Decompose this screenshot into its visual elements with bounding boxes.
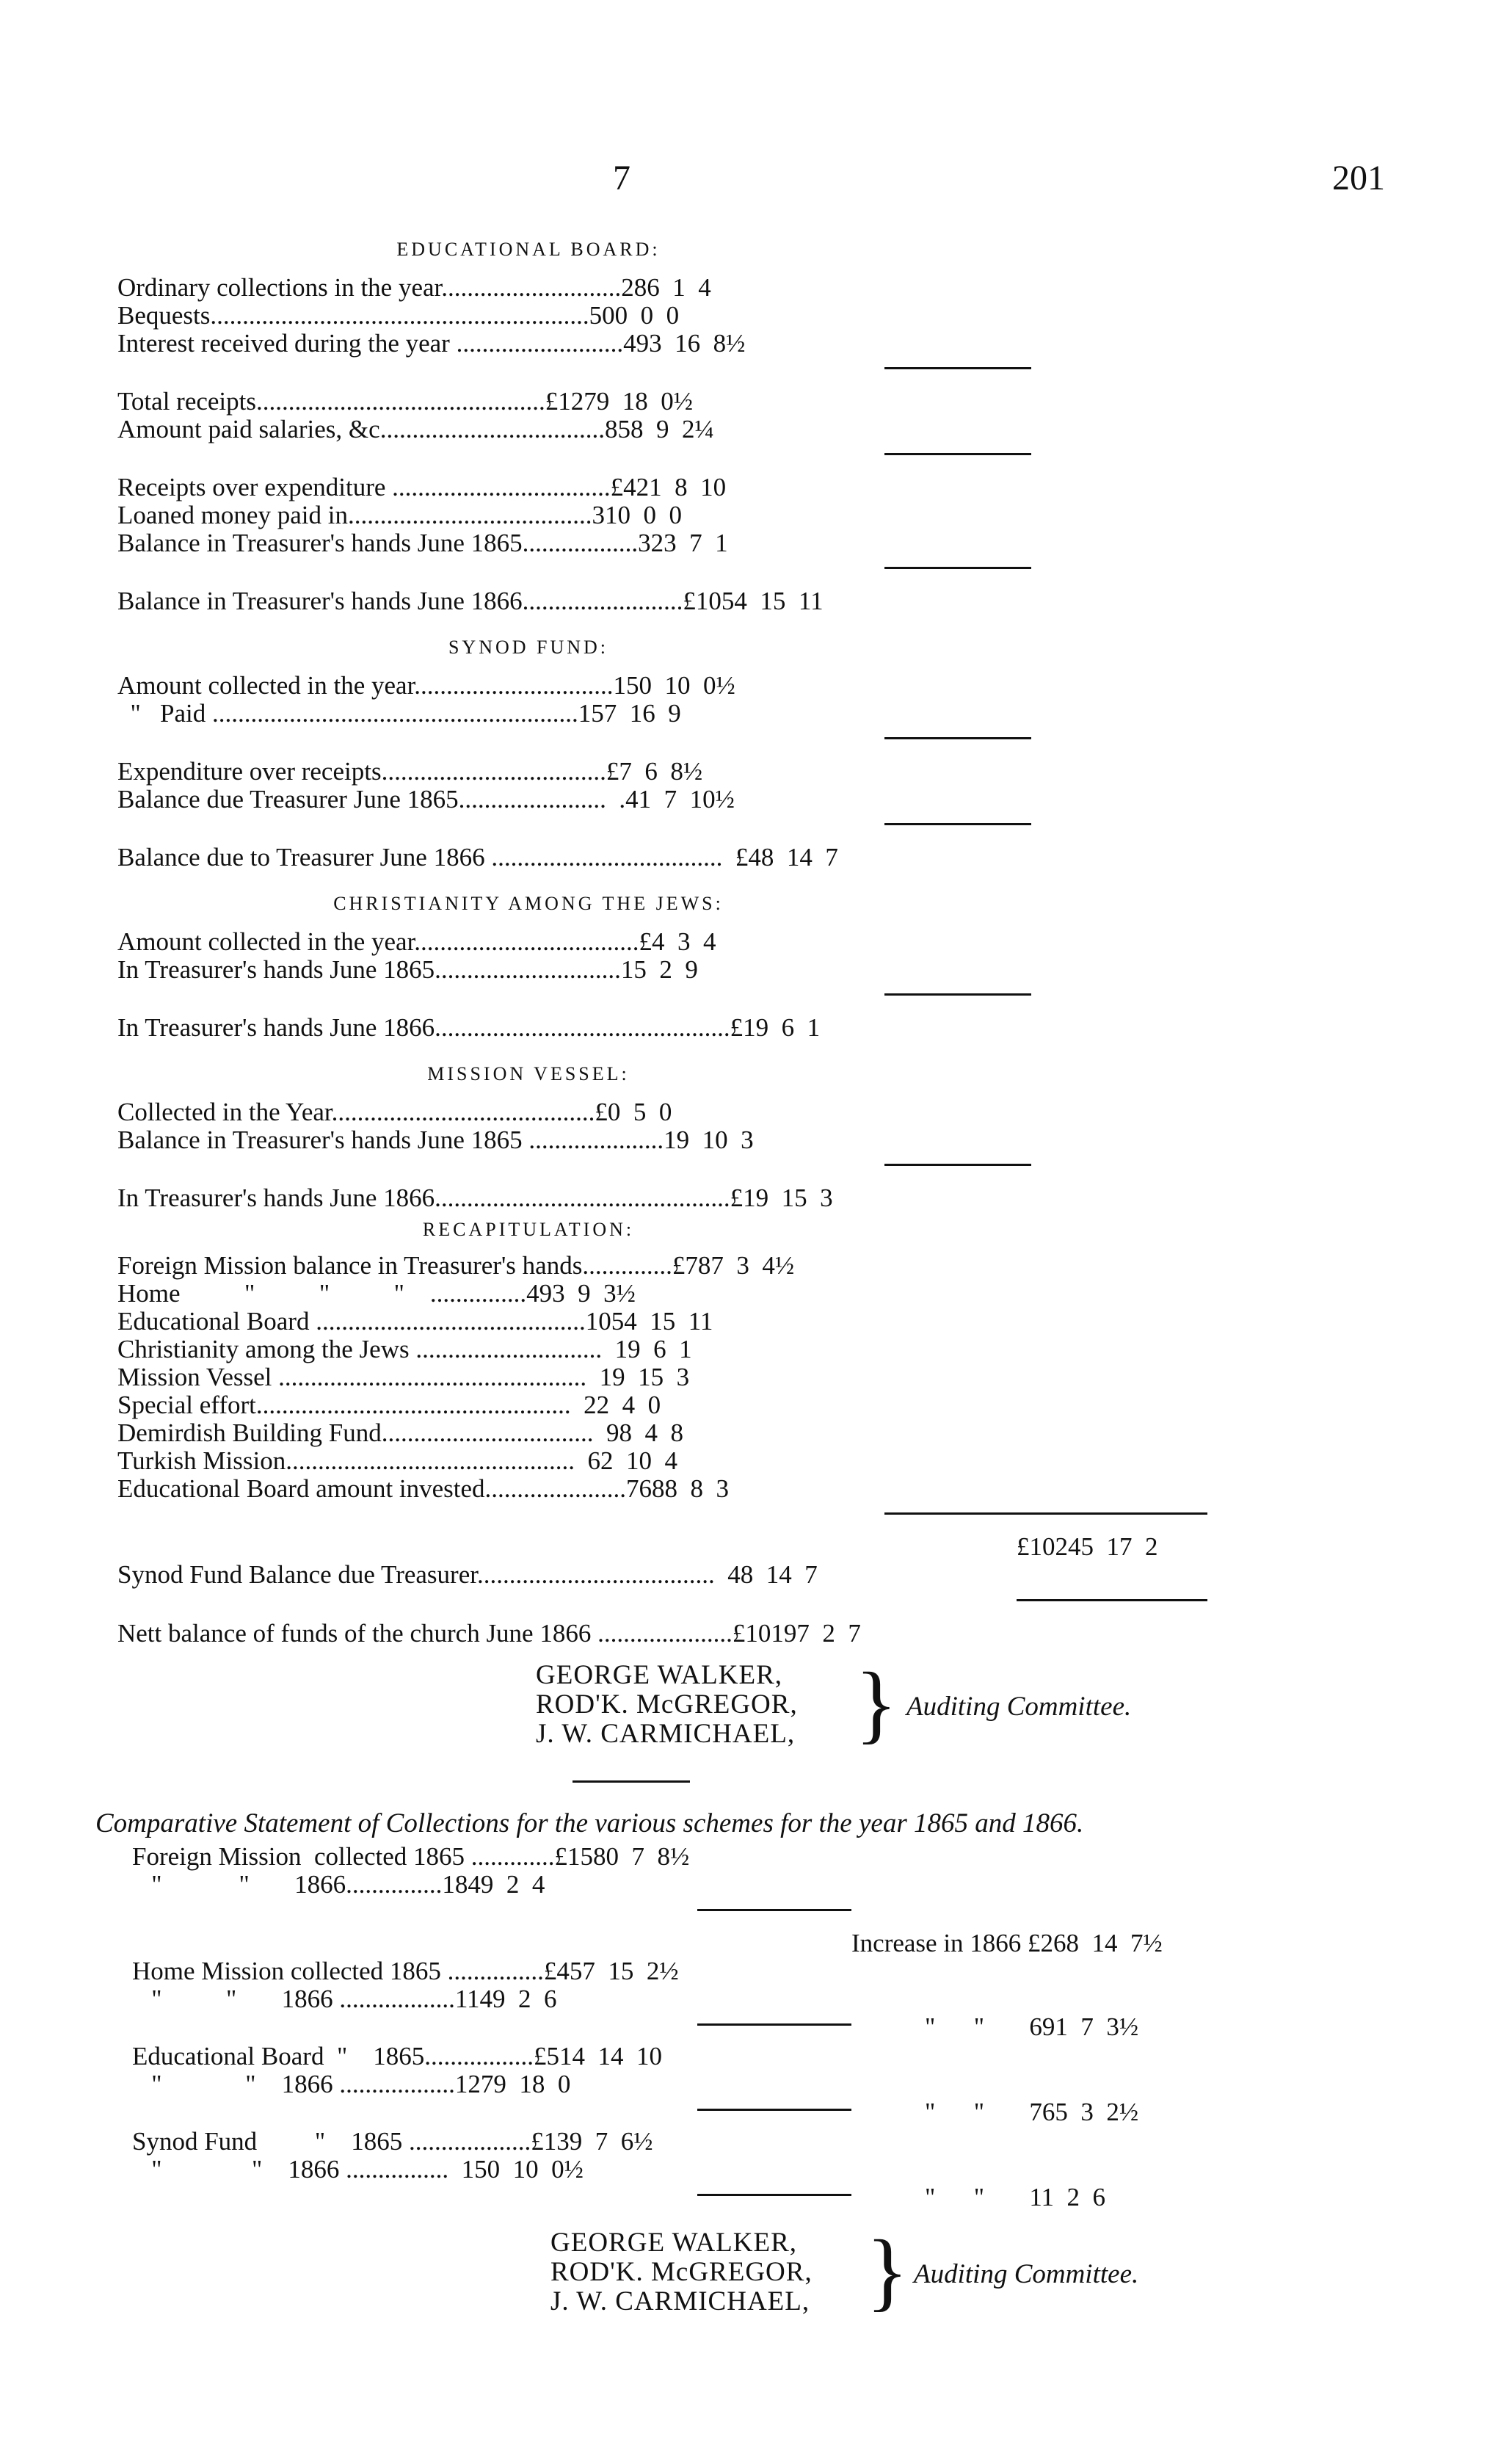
edu-line: Interest received during the year ..........................493 16 8½ (117, 329, 746, 358)
comp-increase: " " 11 2 6 (925, 2183, 1106, 2211)
recap-line: Educational Board amount invested......................7688 8 3 (117, 1474, 730, 1503)
committee-name: ROD'K. McGREGOR, (550, 2257, 813, 2287)
recap-line: Educational Board ..........................................1054 15 11 (117, 1307, 713, 1336)
jews-total: In Treasurer's hands June 1866..............................................£19 6 1 (117, 1013, 821, 1042)
synod-total: Balance due to Treasurer June 1866 .................................... £48 14 7 (117, 843, 838, 872)
rule (884, 1164, 1031, 1166)
edu-line: Receipts over expenditure ..................................£421 8 10 (117, 473, 727, 501)
jews-heading: CHRISTIANITY AMONG THE JEWS: (333, 893, 724, 914)
recap-heading: RECAPITULATION: (422, 1219, 635, 1240)
brace-icon: } (855, 1654, 898, 1752)
comp-line: " " 1866...............1849 2 4 (132, 1870, 545, 1899)
comp-line: " " 1866 ..................1279 18 0 (132, 2070, 571, 2098)
edu-line: Bequests...........................................................500 0 0 (117, 301, 680, 330)
rule (884, 737, 1031, 739)
edu-line: Amount paid salaries, &c...................................858 9 2¼ (117, 415, 714, 443)
rule (1017, 1599, 1207, 1601)
comp-line: Educational Board " 1865.................£514 14 10 (132, 2042, 662, 2070)
vessel-line: Balance in Treasurer's hands June 1865 .....................19 10 3 (117, 1126, 754, 1154)
comp-increase: " " 765 3 2½ (925, 2098, 1139, 2126)
rule (697, 2023, 851, 2026)
committee-name: J. W. CARMICHAEL, (536, 1719, 796, 1749)
brace-icon: } (866, 2222, 909, 2319)
page-number-right: 201 (1332, 159, 1385, 198)
recap-line: Mission Vessel ................................................ 19 15 3 (117, 1363, 690, 1391)
rule (697, 2194, 851, 2196)
synod-line: " Paid .........................................................157 16 9 (117, 699, 681, 728)
rule (884, 823, 1031, 825)
recap-line: Synod Fund Balance due Treasurer..................................... 48 14 7 (117, 1560, 818, 1589)
committee-name: J. W. CARMICHAEL, (550, 2286, 810, 2316)
edu-total: Balance in Treasurer's hands June 1866.........................£1054 15 11 (117, 587, 824, 615)
synod-heading: SYNOD FUND: (448, 637, 609, 658)
committee-name: GEORGE WALKER, (536, 1660, 783, 1690)
committee-label: Auditing Committee. (906, 1692, 1132, 1722)
recap-line: Christianity among the Jews ............................. 19 6 1 (117, 1335, 692, 1363)
rule (884, 567, 1031, 569)
rule (884, 453, 1031, 455)
comp-line: Synod Fund " 1865 ...................£139 7 6½ (132, 2127, 653, 2156)
recap-line: Turkish Mission............................................. 62 10 4 (117, 1446, 677, 1475)
comp-increase: Increase in 1866 £268 14 7½ (851, 1929, 1163, 1957)
committee-label: Auditing Committee. (914, 2259, 1139, 2289)
recap-nett: Nett balance of funds of the church June 1866 .....................£10197 2 7 (117, 1619, 861, 1648)
edu-line: Balance in Treasurer's hands June 1865..................323 7 1 (117, 529, 728, 557)
rule (573, 1780, 690, 1783)
vessel-total: In Treasurer's hands June 1866..............................................£19 15 3 (117, 1184, 833, 1212)
synod-line: Amount collected in the year...............................150 10 0½ (117, 671, 735, 700)
rule (884, 367, 1031, 369)
recap-line: Special effort................................................. 22 4 0 (117, 1391, 661, 1419)
comp-line: " " 1866 ..................1149 2 6 (132, 1985, 557, 2013)
jews-line: Amount collected in the year...................................£4 3 4 (117, 927, 716, 956)
comp-line: Home Mission collected 1865 ...............£457 15 2½ (132, 1957, 679, 1985)
recap-line: Demirdish Building Fund................................. 98 4 8 (117, 1418, 683, 1447)
page-number-left: 7 (613, 159, 630, 198)
committee-name: ROD'K. McGREGOR, (536, 1689, 798, 1720)
edu-line: Ordinary collections in the year............................286 1 4 (117, 273, 711, 302)
recap-sum: £10245 17 2 (1017, 1532, 1158, 1561)
comparative-title: Comparative Statement of Collections for the various schemes for the year 1865 and 1866. (95, 1808, 1084, 1838)
comp-increase: " " 691 7 3½ (925, 2012, 1139, 2041)
vessel-heading: MISSION VESSEL: (427, 1063, 630, 1084)
edu-line: Total receipts.............................................£1279 18 0½ (117, 387, 693, 416)
comp-line: Foreign Mission collected 1865 .............£1580 7 8½ (132, 1842, 690, 1871)
rule (697, 1909, 851, 1911)
comp-line: " " 1866 ................ 150 10 0½ (132, 2155, 584, 2184)
synod-line: Expenditure over receipts...................................£7 6 8½ (117, 757, 703, 786)
recap-line: Home " " " ...............493 9 3½ (117, 1279, 636, 1308)
rule (884, 1512, 1207, 1515)
edu-line: Loaned money paid in......................................310 0 0 (117, 501, 682, 529)
educational-heading: EDUCATIONAL BOARD: (396, 239, 661, 260)
vessel-line: Collected in the Year.........................................£0 5 0 (117, 1098, 672, 1126)
committee-name: GEORGE WALKER, (550, 2228, 798, 2258)
jews-line: In Treasurer's hands June 1865.............................15 2 9 (117, 955, 698, 984)
synod-line: Balance due Treasurer June 1865....................... .41 7 10½ (117, 785, 735, 814)
rule (884, 993, 1031, 996)
recap-line: Foreign Mission balance in Treasurer's hands..............£787 3 4½ (117, 1251, 795, 1280)
rule (697, 2109, 851, 2111)
